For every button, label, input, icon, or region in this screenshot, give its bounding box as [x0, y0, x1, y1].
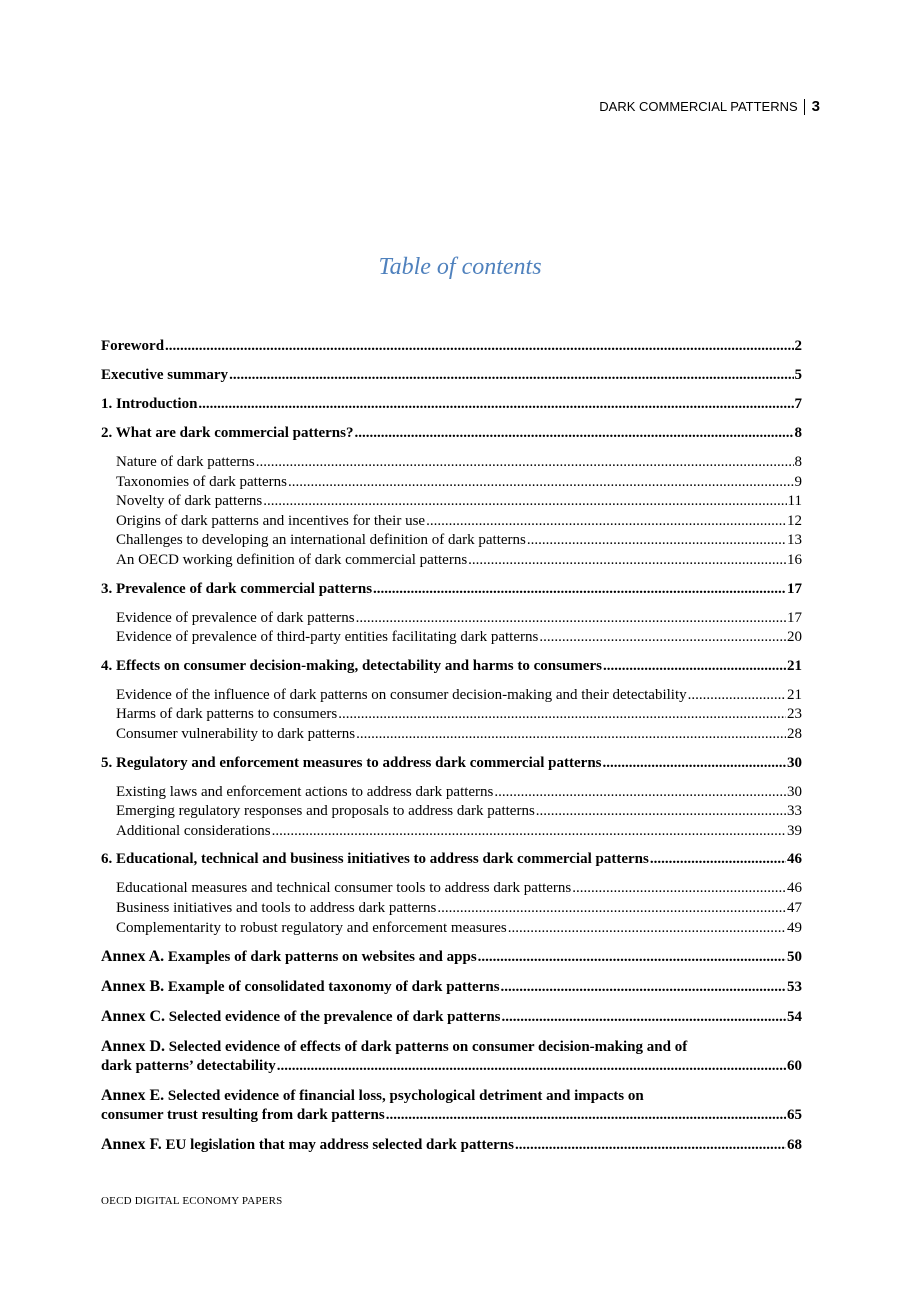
toc-subsection-group: [101, 609, 802, 648]
toc-entry-section-3[interactable]: [101, 580, 802, 599]
toc-subentry-title: Complementarity to robust regulatory and enforcement measures: [116, 919, 507, 936]
toc-entry-annex-a[interactable]: [101, 947, 802, 967]
toc-subentry-title: Educational measures and technical consumer tools to address dark patterns: [116, 880, 572, 897]
toc-subentry-title: Origins of dark patterns and incentives for their use: [116, 512, 426, 529]
dot-leader: [437, 899, 786, 919]
annex-label: Annex E.: [101, 1087, 165, 1105]
running-header: [599, 97, 820, 117]
annex-label: Annex A.: [101, 948, 165, 966]
toc-subentry[interactable]: [101, 783, 802, 803]
toc-subentry[interactable]: [101, 531, 802, 551]
toc-entry-annex-b[interactable]: [101, 977, 802, 997]
toc-entry-title: Examples of dark patterns on websites and apps: [167, 949, 477, 966]
dot-leader: [373, 580, 786, 599]
toc-entry-title-line2: dark patterns’ detectability: [101, 1058, 276, 1075]
toc-entry-introduction[interactable]: [101, 395, 802, 414]
dot-leader: [572, 879, 786, 899]
toc-entry-page: 8: [794, 425, 802, 441]
dot-leader: [536, 802, 786, 822]
running-title: DARK COMMERCIAL PATTERNS: [599, 99, 798, 114]
toc-subentry[interactable]: [101, 492, 802, 512]
toc-entry-page: 21: [787, 657, 802, 674]
dot-leader: [277, 1057, 786, 1076]
dot-leader: [603, 657, 786, 676]
toc-entry-annex-d[interactable]: [101, 1037, 802, 1076]
dot-leader: [272, 822, 786, 842]
dot-leader: [354, 424, 793, 443]
page-footer: OECD DIGITAL ECONOMY PAPERS: [101, 1195, 283, 1207]
toc-subentry-title: Existing laws and enforcement actions to address dark patterns: [116, 783, 494, 800]
dot-leader: [478, 948, 786, 967]
toc-entry-title: 2. What are dark commercial patterns?: [101, 425, 354, 441]
toc-subentry-title: Evidence of prevalence of dark patterns: [116, 609, 355, 626]
toc-entry-section-6[interactable]: [101, 850, 802, 869]
toc-subentry-page: 17: [787, 609, 802, 626]
toc-entry-page: 68: [787, 1137, 802, 1154]
toc-subentry[interactable]: [101, 473, 802, 493]
toc-entry-page: 17: [787, 580, 802, 597]
toc-subentry[interactable]: [101, 899, 802, 919]
toc-subsection-group: [101, 453, 802, 571]
toc-entry-executive-summary[interactable]: [101, 366, 802, 385]
toc-subentry-title: Nature of dark patterns: [116, 454, 255, 470]
toc-entry-page: 65: [787, 1107, 802, 1124]
dot-leader: [256, 453, 794, 473]
toc-subentry-title: Consumer vulnerability to dark patterns: [116, 725, 356, 742]
toc-subentry-page: 23: [787, 706, 802, 723]
toc-entry-page: 60: [787, 1058, 802, 1075]
dot-leader: [501, 978, 786, 997]
toc-subentry-page: 39: [787, 822, 802, 839]
toc-subentry-page: 16: [787, 551, 802, 568]
toc-subentry-title: Taxonomies of dark patterns: [116, 473, 287, 490]
toc-subentry[interactable]: [101, 512, 802, 532]
annex-label: Annex C.: [101, 1008, 166, 1026]
page-title: Table of contents: [378, 254, 542, 280]
toc-subentry[interactable]: [101, 919, 802, 939]
dot-leader: [688, 686, 786, 706]
toc-subentry-page: 21: [787, 686, 802, 703]
dot-leader: [603, 754, 787, 773]
toc-entry-title: Example of consolidated taxonomy of dark patterns: [167, 979, 500, 996]
dot-leader: [650, 850, 786, 869]
toc-subentry-page: 47: [787, 899, 802, 916]
toc-entry-title: Selected evidence of the prevalence of dark patterns: [168, 1009, 501, 1026]
toc-subentry-title: Evidence of prevalence of third-party entities facilitating dark patterns: [116, 629, 539, 646]
dot-leader: [502, 1008, 786, 1027]
toc-entry-page: 5: [794, 367, 802, 383]
toc-entry-foreword[interactable]: [101, 337, 802, 356]
toc-entry-section-2[interactable]: [101, 424, 802, 443]
toc-entry-title: 6. Educational, technical and business initiatives to address dark commercial patterns: [101, 851, 649, 868]
toc-entry-title: Executive summary: [101, 367, 229, 383]
dot-leader: [539, 628, 786, 648]
toc-subsection-group: [101, 879, 802, 938]
dot-leader: [288, 473, 794, 493]
toc-subentry-page: 33: [787, 803, 802, 820]
toc-entry-annex-e[interactable]: [101, 1086, 802, 1125]
toc-subentry[interactable]: [101, 686, 802, 706]
toc-subsection-group: [101, 783, 802, 842]
table-of-contents: [101, 337, 802, 1165]
toc-entry-page: 50: [787, 949, 802, 966]
dot-leader: [229, 366, 793, 385]
dot-leader: [508, 919, 786, 939]
annex-label: Annex B.: [101, 978, 165, 996]
toc-subentry-page: 49: [787, 919, 802, 936]
toc-subentry-page: 46: [787, 880, 802, 897]
toc-entry-title: EU legislation that may address selected dark patterns: [165, 1137, 514, 1154]
dot-leader: [494, 783, 786, 803]
toc-subentry-page: 28: [787, 725, 802, 742]
toc-entry-title: 3. Prevalence of dark commercial patterns: [101, 580, 373, 597]
toc-entry-title: Foreword: [101, 338, 165, 354]
dot-leader: [165, 337, 793, 356]
toc-subentry-page: 20: [787, 629, 802, 646]
toc-entry-title: 1. Introduction: [101, 396, 198, 412]
toc-subentry[interactable]: [101, 822, 802, 842]
toc-subentry-page: 13: [787, 532, 802, 549]
toc-subentry[interactable]: [101, 705, 802, 725]
dot-leader: [386, 1106, 786, 1125]
toc-entry-page: 53: [787, 979, 802, 996]
dot-leader: [263, 492, 786, 512]
toc-subentry-page: 8: [794, 454, 802, 470]
toc-subentry-page: 30: [787, 783, 802, 800]
dot-leader: [198, 395, 793, 414]
toc-subentry[interactable]: [101, 802, 802, 822]
dot-leader: [356, 725, 786, 745]
annex-label: Annex F.: [101, 1136, 162, 1154]
toc-entry-title: 5. Regulatory and enforcement measures to address dark commercial patterns: [101, 754, 602, 771]
dot-leader: [426, 512, 786, 532]
toc-subentry[interactable]: [101, 453, 802, 473]
toc-entry-page: 7: [794, 396, 802, 412]
toc-subentry-title: An OECD working definition of dark commercial patterns: [116, 551, 468, 568]
toc-entry-title-line1: Selected evidence of effects of dark patterns on consumer decision-making and of: [168, 1039, 688, 1056]
toc-entry-section-4[interactable]: [101, 657, 802, 676]
dot-leader: [468, 551, 786, 571]
toc-entry-annex-c[interactable]: [101, 1007, 802, 1027]
toc-subentry-title: Harms of dark patterns to consumers: [116, 706, 338, 723]
toc-entry-page: 54: [787, 1009, 802, 1026]
toc-subentry-title: Additional considerations: [116, 822, 271, 839]
dot-leader: [338, 705, 786, 725]
toc-subentry[interactable]: [101, 628, 802, 648]
toc-entry-title-line1: Selected evidence of financial loss, psychological detriment and impacts on: [167, 1088, 644, 1105]
toc-subentry-page: 9: [794, 473, 802, 490]
page-number: 3: [811, 98, 820, 115]
dot-leader: [515, 1136, 786, 1155]
dot-leader: [356, 609, 786, 629]
toc-entry-annex-f[interactable]: [101, 1135, 802, 1155]
dot-leader: [527, 531, 786, 551]
toc-subentry[interactable]: [101, 879, 802, 899]
toc-entry-title: 4. Effects on consumer decision-making, detectability and harms to consumers: [101, 657, 602, 674]
toc-subentry[interactable]: [101, 609, 802, 629]
toc-subentry-page: 11: [787, 493, 802, 510]
toc-subentry-title: Challenges to developing an international definition of dark patterns: [116, 532, 526, 549]
toc-subentry-page: 12: [787, 512, 802, 529]
toc-subentry-title: Evidence of the influence of dark patterns on consumer decision-making and their detectability: [116, 686, 687, 703]
toc-subentry[interactable]: [101, 551, 802, 571]
toc-subsection-group: [101, 686, 802, 745]
toc-subentry-title: Business initiatives and tools to address dark patterns: [116, 899, 437, 916]
toc-entry-section-5[interactable]: [101, 754, 802, 773]
toc-subentry-title: Emerging regulatory responses and proposals to address dark patterns: [116, 803, 535, 820]
toc-subentry[interactable]: [101, 725, 802, 745]
toc-entry-page: 46: [787, 851, 802, 868]
toc-entry-title-line2: consumer trust resulting from dark patterns: [101, 1107, 385, 1124]
toc-entry-page: 30: [787, 754, 802, 771]
toc-entry-page: 2: [794, 338, 802, 354]
annex-label: Annex D.: [101, 1038, 166, 1056]
header-divider: [804, 99, 805, 115]
toc-subentry-title: Novelty of dark patterns: [116, 493, 263, 510]
